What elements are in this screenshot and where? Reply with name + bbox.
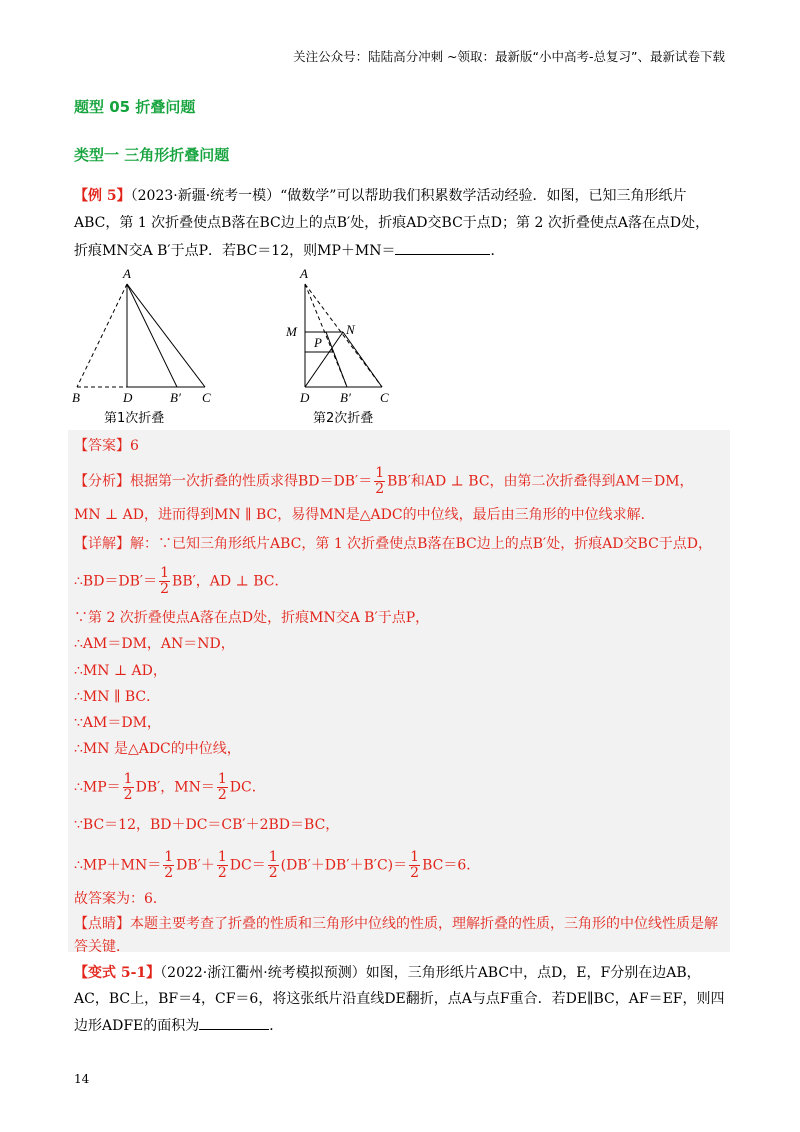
- detail-line-7: ∵AM＝DM，: [74, 715, 161, 731]
- fraction-half: $\frac{1}{2}$: [410, 849, 420, 881]
- example-line-3: [74, 240, 734, 261]
- fraction-half: $\frac{1}{2}$: [164, 849, 174, 881]
- detail-line-10: ∵BC＝12，BD＋DC＝CB′＋2BD＝BC，: [74, 817, 340, 833]
- analysis-line-1: [74, 466, 734, 497]
- fraction-half: $\frac{1}{2}$: [268, 849, 278, 881]
- detail-line-4: ∴AM＝DM，AN＝ND，: [74, 636, 235, 652]
- detail-line-2: ∴BD＝DB′＝ $\frac{1}{2}$ BB′，AD ⊥ BC．: [74, 565, 289, 597]
- variant-tag: 【变式 5-1】: [74, 965, 161, 981]
- detail-line-8: ∴MN 是△ADC的中位线，: [74, 741, 241, 757]
- fraction-half: $\frac{1}{2}$: [375, 465, 385, 497]
- example-line-2: ABC，第 1 次折叠使点B落在BC边上的点B′处，折痕AD交BC于点D；第 2 次折叠使点A落在点D处，: [74, 215, 710, 231]
- fold-figures: [60, 262, 400, 427]
- fraction-half: $\frac{1}{2}$: [217, 849, 227, 881]
- answer-blank[interactable]: [395, 240, 490, 255]
- fig2-caption: 第2次折叠: [313, 411, 374, 426]
- comment-tag: 【点睛】: [74, 916, 130, 932]
- fig2-label-B1: B′: [340, 390, 351, 405]
- final-answer: 故答案为：6．: [74, 891, 167, 907]
- fig2-label-C: C: [380, 390, 389, 405]
- example-tag: 【例 5】: [74, 188, 131, 204]
- answer-label: 【答案】6: [74, 438, 139, 454]
- fig1-label-A: A: [123, 266, 131, 281]
- section-title: 题型 05 折叠问题: [74, 98, 196, 116]
- detail-line-6: ∴MN ∥ BC．: [74, 689, 161, 705]
- fig1-line-AB1: [127, 284, 177, 387]
- example-line-1: [74, 186, 734, 206]
- fig1-line-AC: [127, 284, 205, 387]
- comment-line-2: 答关键．: [74, 939, 130, 955]
- fig2-line-NC: [343, 332, 382, 387]
- detail-tag: 【详解】: [74, 536, 130, 552]
- fig2-label-D: D: [300, 390, 310, 405]
- fig2-line-ND: [305, 332, 343, 387]
- fraction-half: $\frac{1}{2}$: [123, 771, 133, 803]
- example-text-3: 折痕MN交A B′于点P．若BC＝12，则MP＋MN＝: [74, 243, 396, 259]
- fig2-label-N: N: [346, 322, 355, 337]
- detail-line-11: ∴MP＋MN＝ $\frac{1}{2}$ DB′＋ $\frac{1}{2}$ DC＝ $\frac{1}{2}$ (DB′＋DB′＋B′C)＝ $\frac{1}{2}$ BC＝6．: [74, 849, 481, 881]
- fig1-label-D: D: [123, 390, 133, 405]
- analysis-tag: 【分析】: [74, 473, 130, 490]
- figure-1: [72, 266, 211, 426]
- detail-line-3: ∵第 2 次折叠使点A落在点D处，折痕MN交A B′于点P，: [74, 610, 430, 626]
- example-text-1: （2023·新疆·统考一模）“做数学”可以帮助我们积累数学活动经验．如图，已知三角形纸片: [130, 188, 687, 204]
- variant-line-3: 边形ADFE的面积为 ．: [74, 1015, 734, 1036]
- fig1-label-B1: B′: [170, 390, 181, 405]
- fraction-half: $\frac{1}{2}$: [217, 771, 227, 803]
- fig2-label-P: P: [314, 335, 322, 350]
- detail-line-1: [74, 534, 734, 554]
- subsection-title: 类型一 三角形折叠问题: [74, 146, 230, 164]
- detail-line-5: ∴MN ⊥ AD，: [74, 663, 167, 679]
- variant-line-2: AC，BC上，BF＝4，CF＝6，将这张纸片沿直线DE翻折，点A与点F重合．若DE∥BC，AF＝EF，则四: [74, 991, 725, 1007]
- fig1-line-AB: [77, 284, 127, 387]
- detail-line-9: ∴MP＝ $\frac{1}{2}$ DB′，MN＝ $\frac{1}{2}$ DC．: [74, 771, 266, 803]
- variant-line-1: 【变式 5-1】（2022·浙江衢州·统考模拟预测）如图，三角形纸片ABC中，点D，E，F分别在边AB，: [74, 965, 701, 981]
- fig1-caption: 第1次折叠: [104, 411, 165, 426]
- analysis-line-2: MN ⊥ AD，进而得到MN ∥ BC，易得MN是△ADC的中位线，最后由三角形的中位线求解．: [74, 507, 655, 523]
- fig2-label-M: M: [286, 324, 297, 339]
- comment-line-1: 【点睛】本题主要考查了折叠的性质和三角形中位线的性质，理解折叠的性质，三角形的中位线性质是解: [74, 916, 718, 932]
- fig1-label-B: B: [72, 390, 80, 405]
- variant-answer-blank[interactable]: [199, 1015, 269, 1030]
- example-text-3-end: ．: [490, 243, 505, 259]
- analysis-text-1a: 根据第一次折叠的性质求得BD＝DB′＝: [130, 473, 373, 490]
- fraction-half: $\frac{1}{2}$: [160, 565, 170, 597]
- analysis-text-1b: BB′和AD ⊥ BC，由第二次折叠得到AM＝DM，: [387, 473, 694, 490]
- page-number: 14: [74, 1072, 90, 1086]
- fig2-line-PB1: [326, 332, 347, 387]
- detail-text-1: 解：∵已知三角形纸片ABC，第 1 次折叠使点B落在BC边上的点B′处，折痕AD交BC于点D，: [130, 536, 713, 552]
- page-header: 关注公众号：陆陆高分冲刺 ~领取：最新版“小中高考-总复习”、最新试卷下载: [293, 49, 725, 64]
- fig2-label-A: A: [300, 266, 308, 281]
- fig1-label-C: C: [202, 390, 211, 405]
- figure-2: [285, 266, 389, 426]
